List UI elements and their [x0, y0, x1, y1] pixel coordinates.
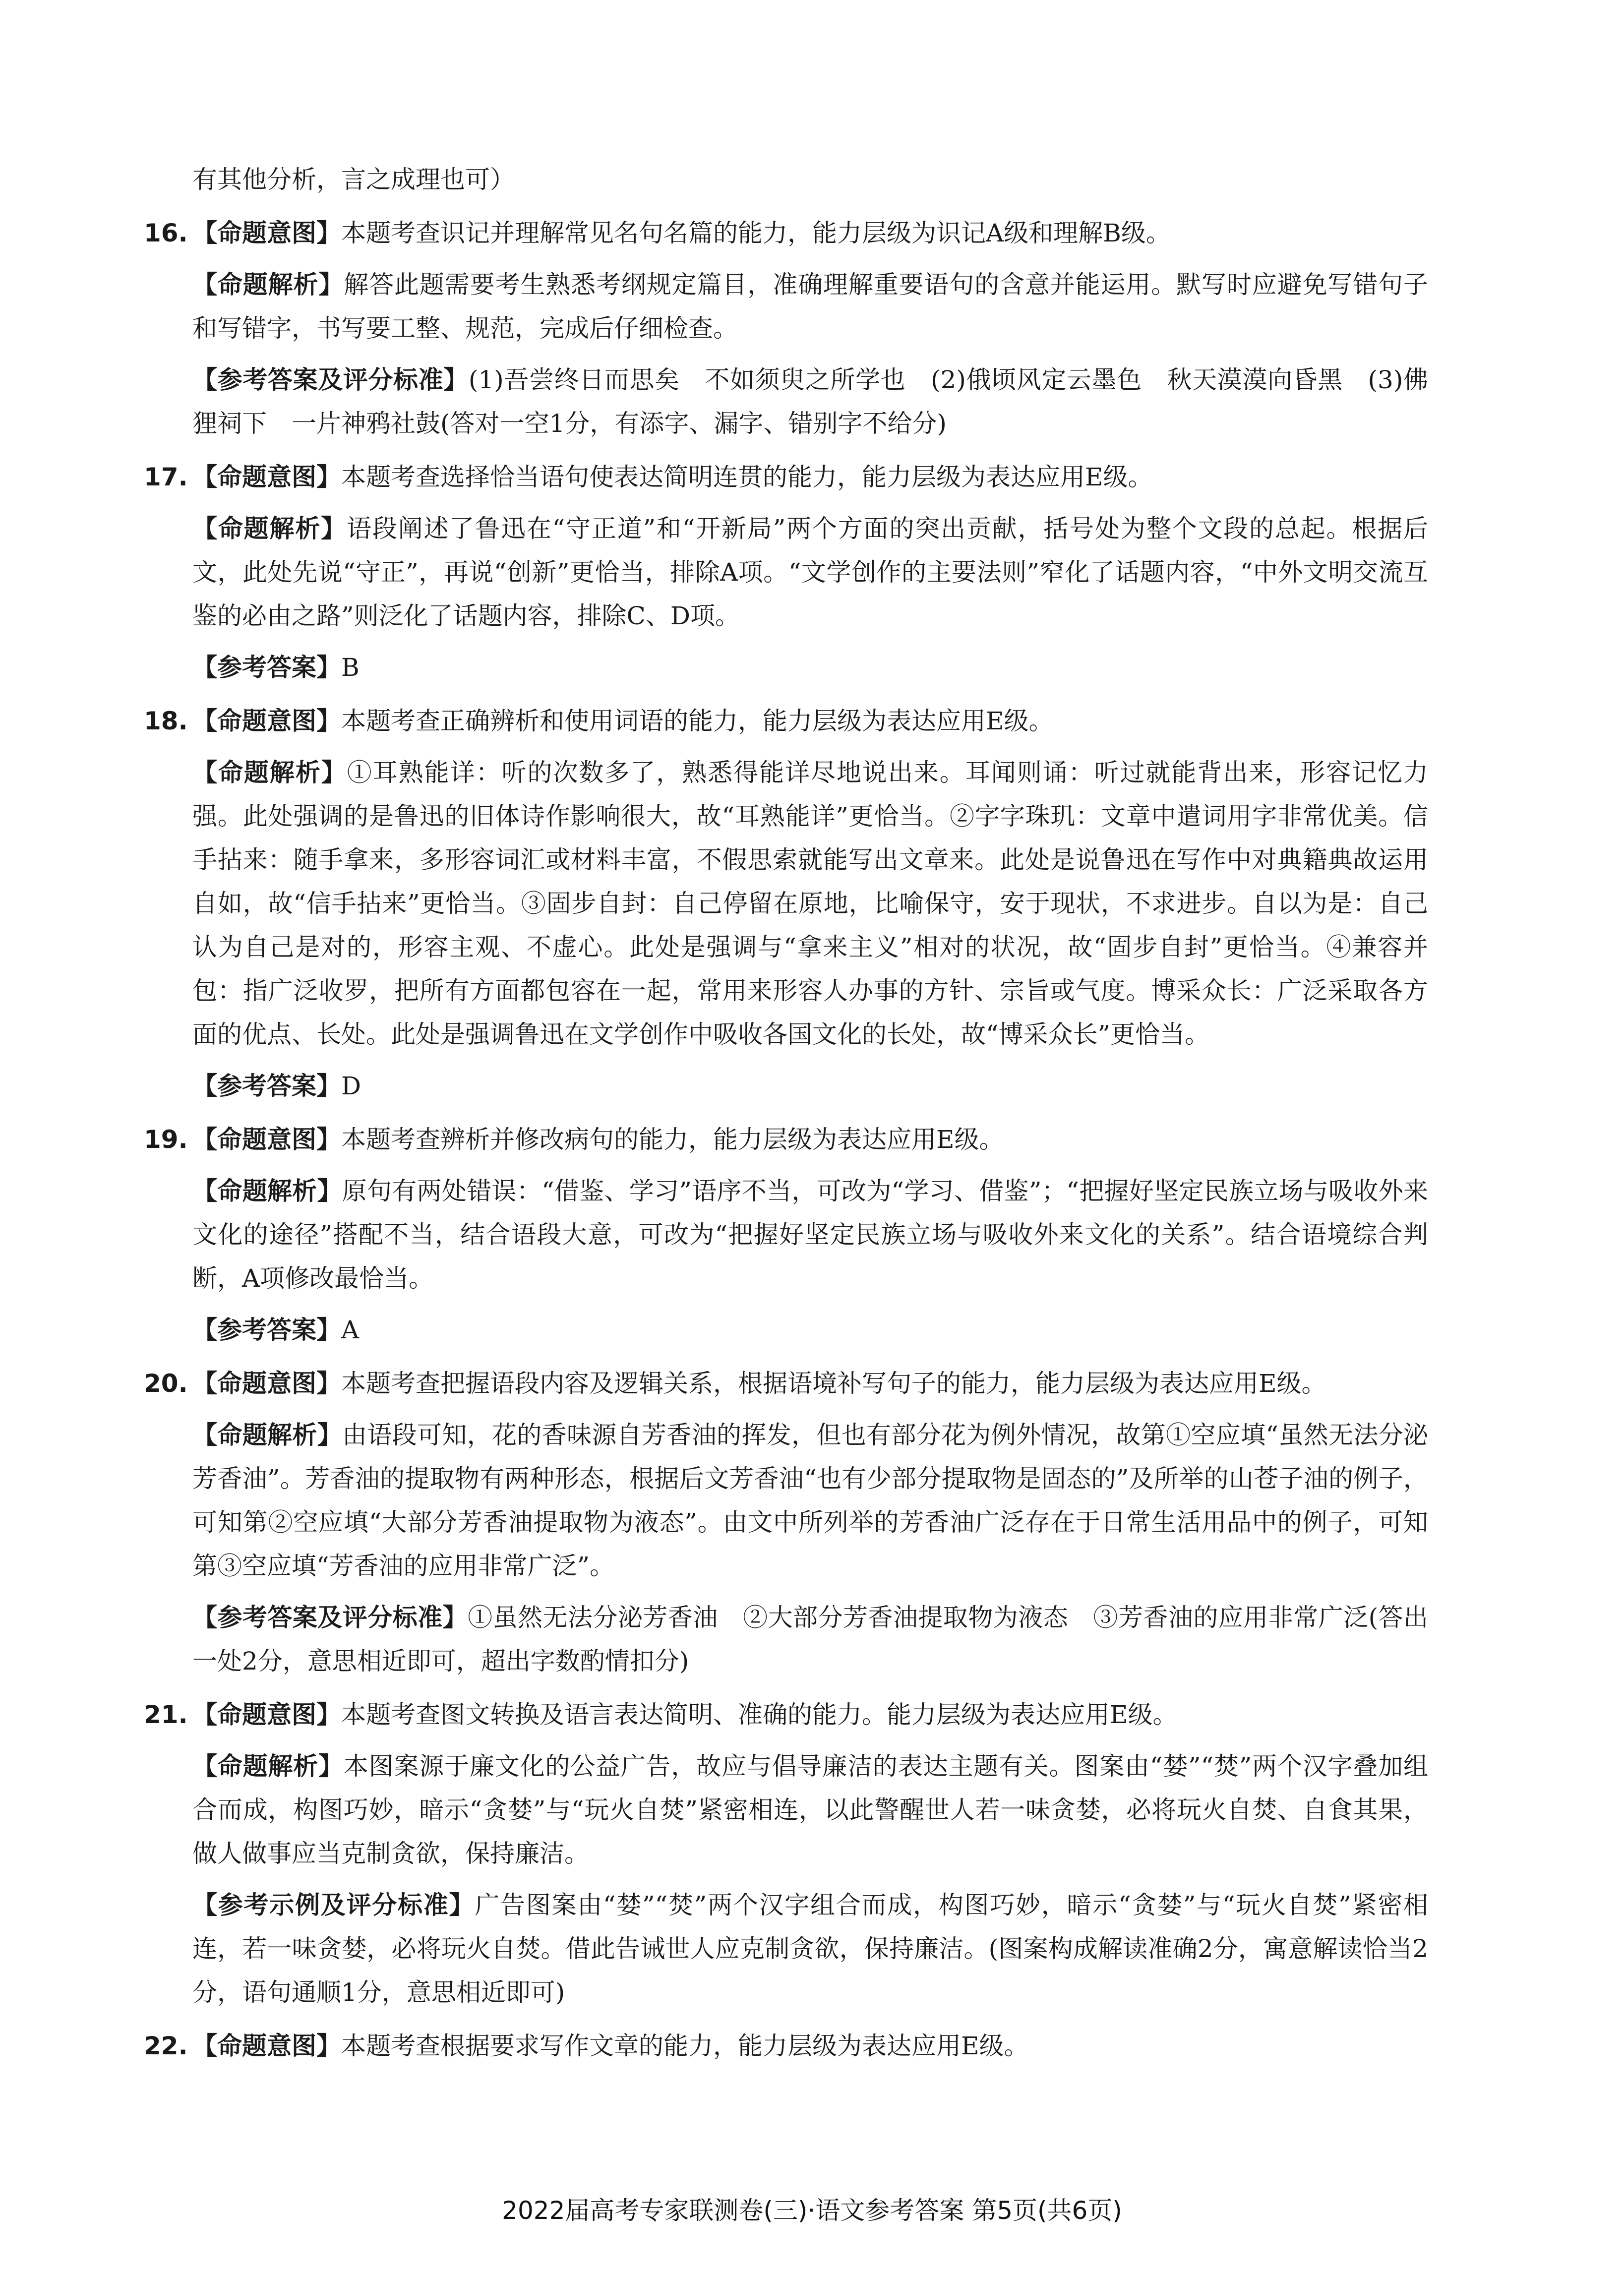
intent-text: 本题考查辨析并修改病句的能力，能力层级为表达应用E级。 [341, 1125, 1004, 1154]
answer-text: (1)吾尝终日而思矣 不如须臾之所学也 (2)俄顷风定云墨色 秋天漠漠向昏黑 (3)佛狸祠下 一片神鸦社鼓(答对一空1分，有添字、漏字、错别字不给分) [192, 365, 1429, 438]
intent-text: 本题考查选择恰当语句使表达简明连贯的能力，能力层级为表达应用E级。 [341, 463, 1153, 491]
answer-tag: 【参考答案】 [192, 1315, 341, 1344]
intent-tag: 【命题意图】 [192, 462, 341, 491]
question-18-answer [144, 1064, 1428, 1108]
analysis-tag: 【命题解析】 [192, 270, 344, 299]
question-17-analysis [144, 507, 1428, 638]
analysis-tag: 【命题解析】 [192, 1176, 342, 1205]
intro-line: 有其他分析，言之成理也可） [192, 165, 515, 194]
question-20-analysis [144, 1413, 1428, 1588]
question-21 [144, 1693, 1428, 2014]
question-20-answer [144, 1596, 1428, 1683]
answer-text: B [341, 653, 360, 682]
question-21-intent [144, 1693, 1428, 1736]
intent-tag: 【命题意图】 [192, 1700, 341, 1729]
question-number: 16. [144, 219, 188, 247]
question-number: 18. [144, 707, 188, 735]
answer-text: D [341, 1072, 361, 1100]
analysis-text: 本图案源于廉文化的公益广告，故应与倡导廉洁的表达主题有关。图案由“婪”“焚”两个汉字叠加组合而成，构图巧妙，暗示“贪婪”与“玩火自焚”紧密相连，以此警醒世人若一味贪婪，必将玩火自焚、自食其果，做人做事应当克制贪欲，保持廉洁。 [192, 1752, 1429, 1868]
question-19-intent [144, 1118, 1428, 1161]
answer-tag: 【参考答案及评分标准】 [192, 1603, 468, 1632]
question-20 [144, 1362, 1428, 1683]
question-19 [144, 1118, 1428, 1352]
question-number: 19. [144, 1125, 188, 1154]
question-number: 20. [144, 1369, 188, 1398]
intent-tag: 【命题意图】 [192, 706, 341, 735]
question-21-answer [144, 1883, 1428, 2014]
intent-text: 本题考查图文转换及语言表达简明、准确的能力。能力层级为表达应用E级。 [341, 1700, 1178, 1729]
question-19-analysis [144, 1169, 1428, 1300]
page-content [144, 158, 1428, 2078]
answer-tag: 【参考答案】 [192, 1071, 341, 1100]
question-21-analysis [144, 1744, 1428, 1875]
question-18 [144, 699, 1428, 1108]
intent-tag: 【命题意图】 [192, 2031, 341, 2060]
answer-text: 广告图案由“婪”“焚”两个汉字组合而成，构图巧妙，暗示“贪婪”与“玩火自焚”紧密相连，若一味贪婪，必将玩火自焚。借此告诫世人应克制贪欲，保持廉洁。(图案构成解读准确2分，寓意解读恰当2分，语句通顺1分，意思相近即可) [192, 1891, 1428, 2007]
intent-text: 本题考查正确辨析和使用词语的能力，能力层级为表达应用E级。 [341, 707, 1054, 735]
answer-text: A [341, 1315, 360, 1344]
page-footer: 2022届高考专家联测卷(三)·语文参考答案 第5页(共6页) [502, 2196, 1122, 2225]
intent-tag: 【命题意图】 [192, 218, 341, 247]
analysis-text: ①耳熟能详：听的次数多了，熟悉得能详尽地说出来。耳闻则诵：听过就能背出来，形容记忆力强。此处强调的是鲁迅的旧体诗作影响很大，故“耳熟能详”更恰当。②字字珠玑：文章中遣词用字非常优美。信手拈来：随手拿来，多形容词汇或材料丰富，不假思索就能写出文章来。此处是说鲁迅在写作中对典籍典故运用自如，故“信手拈来”更恰当。③固步自封：自己停留在原地，比喻保守，安于现状，不求进步。自以为是：自己认为自己是对的，形容主观、不虚心。此处是强调与“拿来主义”相对的状况，故“固步自封”更恰当。④兼容并包：指广泛收罗，把所有方面都包容在一起，常用来形容人办事的方针、宗旨或气度。博采众长：广泛采取各方面的优点、长处。此处是强调鲁迅在文学创作中吸收各国文化的长处，故“博采众长”更恰当。 [192, 758, 1429, 1049]
question-16-intent [144, 211, 1428, 255]
analysis-text: 原句有两处错误：“借鉴、学习”语序不当，可改为“学习、借鉴”；“把握好坚定民族立场与吸收外来文化的途径”搭配不当，结合语段大意，可改为“把握好坚定民族立场与吸收外来文化的关系”。结合语境综合判断，A项修改最恰当。 [192, 1177, 1429, 1293]
question-16 [144, 211, 1428, 445]
answer-tag: 【参考示例及评分标准】 [192, 1890, 475, 1919]
question-16-answer [144, 358, 1428, 445]
answer-tag: 【参考答案】 [192, 653, 341, 682]
intent-text: 本题考查根据要求写作文章的能力，能力层级为表达应用E级。 [341, 2032, 1029, 2060]
intent-tag: 【命题意图】 [192, 1125, 341, 1154]
analysis-tag: 【命题解析】 [192, 1420, 343, 1449]
intent-text: 本题考查把握语段内容及逻辑关系，根据语境补写句子的能力，能力层级为表达应用E级。 [341, 1369, 1326, 1398]
question-number: 21. [144, 1700, 188, 1729]
analysis-text: 语段阐述了鲁迅在“守正道”和“开新局”两个方面的突出贡献，括号处为整个文段的总起。根据后文，此处先说“守正”，再说“创新”更恰当，排除A项。“文学创作的主要法则”窄化了话题内容，“中外文明交流互鉴的必由之路”则泛化了话题内容，排除C、D项。 [192, 514, 1429, 630]
question-18-intent [144, 699, 1428, 743]
answer-tag: 【参考答案及评分标准】 [192, 365, 469, 394]
question-number: 17. [144, 463, 188, 491]
question-22 [144, 2024, 1428, 2068]
question-17-answer [144, 646, 1428, 689]
analysis-tag: 【命题解析】 [192, 1751, 344, 1781]
answer-text: ①虽然无法分泌芳香油 ②大部分芳香油提取物为液态 ③芳香油的应用非常广泛(答出一处2分，意思相近即可，超出字数酌情扣分) [192, 1603, 1429, 1675]
question-16-analysis [144, 263, 1428, 350]
question-22-intent [144, 2024, 1428, 2068]
question-18-analysis [144, 751, 1428, 1056]
intent-text: 本题考查识记并理解常见名句名篇的能力，能力层级为识记A级和理解B级。 [341, 219, 1171, 247]
analysis-text: 解答此题需要考生熟悉考纲规定篇目，准确理解重要语句的含意并能运用。默写时应避免写错句子和写错字，书写要工整、规范，完成后仔细检查。 [192, 270, 1428, 343]
question-20-intent [144, 1362, 1428, 1405]
question-17-intent [144, 455, 1428, 499]
question-19-answer [144, 1308, 1428, 1352]
analysis-tag: 【命题解析】 [192, 514, 347, 543]
analysis-text: 由语段可知，花的香味源自芳香油的挥发，但也有部分花为例外情况，故第①空应填“虽然无法分泌芳香油”。芳香油的提取物有两种形态，根据后文芳香油“也有少部分提取物是固态的”及所举的山苍子油的例子，可知第②空应填“大部分芳香油提取物为液态”。由文中所列举的芳香油广泛存在于日常生活用品中的例子，可知第③空应填“芳香油的应用非常广泛”。 [192, 1421, 1428, 1580]
intent-tag: 【命题意图】 [192, 1369, 341, 1398]
question-17 [144, 455, 1428, 689]
analysis-tag: 【命题解析】 [192, 758, 347, 787]
question-number: 22. [144, 2032, 188, 2060]
